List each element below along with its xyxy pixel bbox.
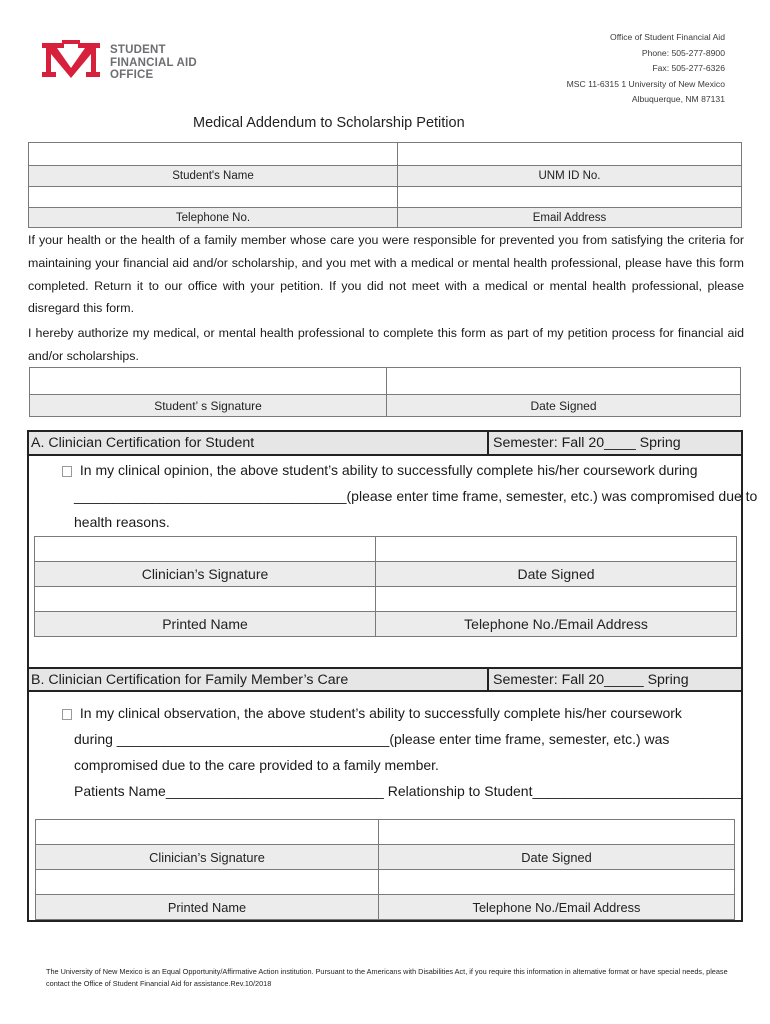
section-b-printed-name-field[interactable] [35,869,379,895]
section-a-printed-name-field[interactable] [34,586,376,612]
unm-id-field[interactable] [397,142,742,166]
unm-id-label: UNM ID No. [397,165,742,187]
authorization-paragraph: I hereby authorize my medical, or mental health professional to complete this form as part of my petition process for financial aid and/or scholarships. [28,326,744,363]
section-b-contact-label: Telephone No./Email Address [378,894,735,920]
section-a-clinician-signature-field[interactable] [34,536,376,562]
section-a-date-field[interactable] [375,536,737,562]
office-fax: Fax: 505-277-6326 [652,63,725,74]
section-b-date-field[interactable] [378,819,735,845]
student-name-field[interactable] [28,142,398,166]
office-address-line2: Albuquerque, NM 87131 [631,94,725,105]
section-a-contact-label: Telephone No./Email Address [375,611,737,637]
email-field[interactable] [397,186,742,208]
section-b-printed-name-label: Printed Name [35,894,379,920]
section-b-statement [62,700,682,726]
student-date-field[interactable] [386,367,741,395]
page-title: Medical Addendum to Scholarship Petition [193,115,465,131]
section-b-contact-field[interactable] [378,869,735,895]
office-address-block [567,30,725,108]
section-a-statement [62,457,698,483]
section-a-checkbox[interactable] [62,466,72,477]
section-b-line2: during ___________________________________(please enter time frame, semester, etc.) was [74,731,670,747]
unm-logo [40,40,102,80]
instructions-paragraph: If your health or the health of a family member whose care you were responsible for prevented you from satisfying the criteria for maintaining your financial aid and/or scholarship, and you met with a medical or mental health professional, please have this form completed. Return it to our office with your petition. If you did not meet with a medical or mental health professional, please disregard this form. [28,233,744,316]
section-b-clinician-signature-field[interactable] [35,819,379,845]
email-label: Email Address [397,207,742,228]
student-name-label: Student's Name [28,165,398,187]
section-a-line2: ___________________________________(please enter time frame, semester, etc.) was compromised due to [74,488,758,504]
section-a-date-label: Date Signed [375,561,737,587]
student-signature-label: Student’ s Signature [29,394,387,417]
footer-disclaimer: The University of New Mexico is an Equal Opportunity/Affirmative Action institution. Pursuant to the Americans with Disabilities Act, if you require this information in alternative format or have special needs, please contact the Office of Student Financial Aid for assistance.Rev.10/2018 [46,967,728,988]
office-address-line1: MSC 11-6315 1 University of New Mexico [566,78,725,89]
section-b-line1: In my clinical observation, the above student’s ability to successfully complete his/her coursework [79,705,682,721]
section-a-clinician-signature-label: Clinician’s Signature [34,561,376,587]
section-b-checkbox[interactable] [62,709,72,720]
section-b-semester: Semester: Fall 20_____ Spring [487,667,743,692]
section-b-clinician-signature-label: Clinician’s Signature [35,844,379,870]
section-b-date-label: Date Signed [378,844,735,870]
section-b-line3: compromised due to the care provided to a family member. [74,757,439,773]
section-a-semester: Semester: Fall 20____ Spring [487,430,743,456]
telephone-field[interactable] [28,186,398,208]
section-a-line3: health reasons. [74,514,170,530]
student-date-label: Date Signed [386,394,741,417]
office-phone: Phone: 505-277-8900 [641,47,725,58]
section-a-contact-field[interactable] [375,586,737,612]
office-name: Office of Student Financial Aid [610,32,725,42]
logo-wordmark: STUDENT FINANCIAL AID OFFICE [110,44,197,81]
section-b-line4: Patients Name____________________________ Relationship to Student___________________________ [74,783,743,799]
section-a-line1: In my clinical opinion, the above student’s ability to successfully complete his/her coursework during [79,462,698,478]
section-b-title: B. Clinician Certification for Family Member’s Care [27,667,487,692]
telephone-label: Telephone No. [28,207,398,228]
section-a-printed-name-label: Printed Name [34,611,376,637]
student-signature-field[interactable] [29,367,387,395]
section-a-title: A. Clinician Certification for Student [27,430,487,456]
